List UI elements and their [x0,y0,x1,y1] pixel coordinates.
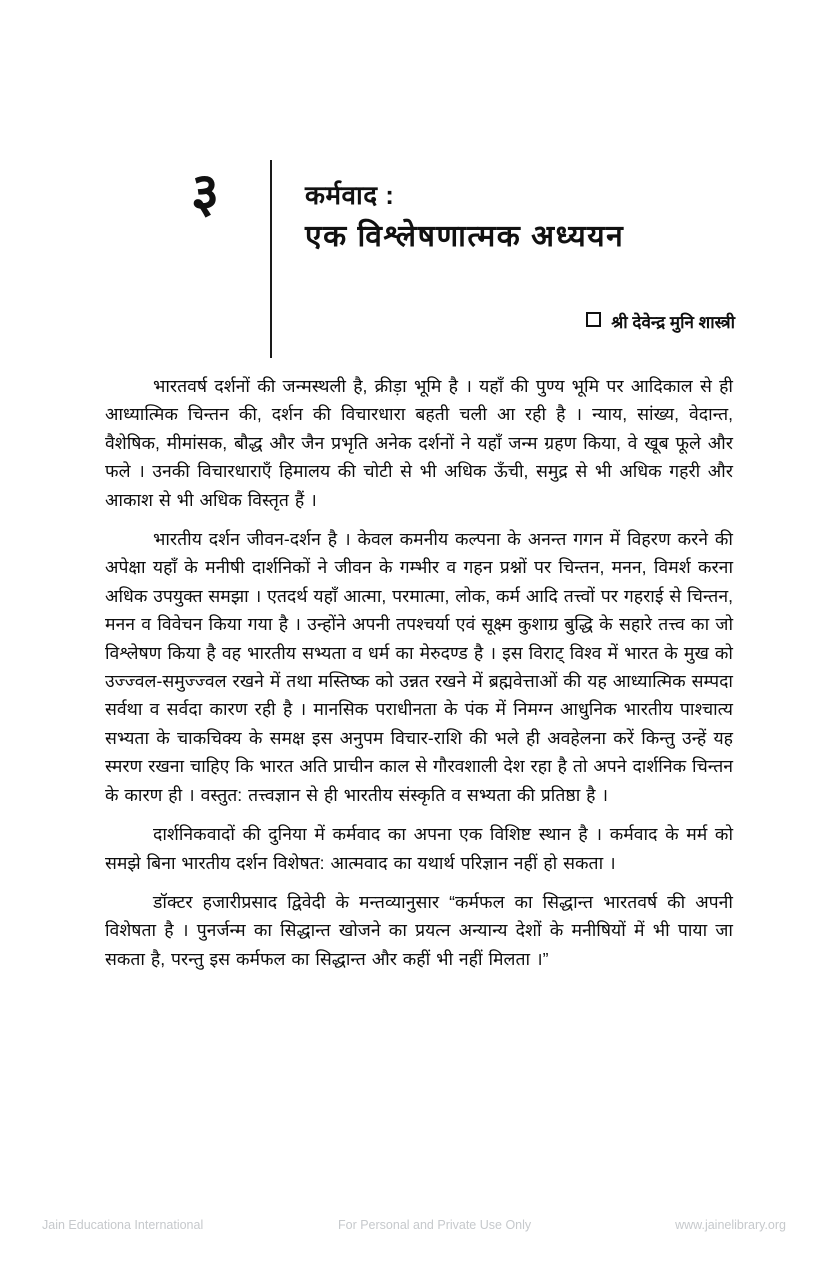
footer-website-url: www.jainelibrary.org [675,1218,786,1232]
footer-usage-notice: For Personal and Private Use Only [338,1218,532,1232]
paragraph: डॉक्टर हजारीप्रसाद द्विवेदी के मन्तव्यानुसार “कर्मफल का सिद्धान्त भारतवर्ष की अपनी विशेषता है । पुनर्जन्म का सिद्धान्त खोजने का प्रयत्न अन्यान्य देशों के मनीषियों में भी पाया जा सकता है, परन्तु इस कर्मफल का सिद्धान्त और कहीं भी नहीं मिलता ।” [105,891,733,969]
body-text [105,372,733,973]
author-name: श्री देवेन्द्र मुनि शास्त्री [611,313,735,332]
heading-vertical-rule [270,160,272,358]
chapter-title [305,180,735,258]
paragraph: भारतीय दर्शन जीवन-दर्शन है । केवल कमनीय कल्पना के अनन्त गगन में विहरण करने की अपेक्षा यहाँ के मनीषी दार्शनिकों ने जीवन के गम्भीर व गहन प्रश्नों पर चिन्तन, मनन, विमर्श करना अधिक उपयुक्त समझा । एतदर्थ यहाँ आत्मा, परमात्मा, लोक, कर्म आदि तत्त्वों पर गहराई से चिन्तन, मनन व विवेचन किया गया है । उन्होंने अपनी तपश्चर्या एवं सूक्ष्म कुशाग्र बुद्धि के सहारे तत्त्व का जो विश्लेषण किया है वह भारतीय सभ्यता व धर्म का मेरुदण्ड है । इस विराट् विश्व में भारत के मुख को उज्ज्वल-समुज्ज्वल रखने में तथा मस्तिष्क को उन्नत रखने में ब्रह्मवेत्ताओं की यह आध्यात्मिक सम्पदा सर्वथा व सर्वदा कारण रही है । मानसिक पराधीनता के पंक में निमग्न आधुनिक भारतीय पाश्चात्य सभ्यता के चाकचिक्य के समक्ष इस अनुपम विचार-राशि की भले ही अवहेलना करें किन्तु उन्हें यह स्मरण रखना चाहिए कि भारत अति प्राचीन काल से गौरवशाली देश रहा है तो अपने दार्शनिक चिन्तन के कारण ही । वस्तुत: तत्त्वज्ञान से ही भारतीय संस्कृति व सभ्यता की प्रतिष्ठा है । [105,529,733,805]
paragraph: भारतवर्ष दर्शनों की जन्मस्थली है, क्रीड़ा भूमि है । यहाँ की पुण्य भूमि पर आदिकाल से ही आध्यात्मिक चिन्तन की, दर्शन की विचारधारा बहती चली आ रही है । न्याय, सांख्य, वेदान्त, वैशेषिक, मीमांसक, बौद्ध और जैन प्रभृति अनेक दर्शनों ने यहाँ जन्म ग्रहण किया, वे खूब फूले और फले । उनकी विचारधाराएँ हिमालय की चोटी से भी अधिक ऊँची, समुद्र से भी अधिक गहरी और आकाश से भी अधिक विस्तृत हैं । [105,376,733,510]
footer-organization: Jain Educationa International [42,1218,204,1232]
square-bullet-icon [586,312,601,327]
page-footer [0,1218,828,1244]
paragraph: दार्शनिकवादों की दुनिया में कर्मवाद का अपना एक विशिष्ट स्थान है । कर्मवाद के मर्म को समझे बिना भारतीय दर्शन विशेषत: आत्मवाद का यथार्थ परिज्ञान नहीं हो सकता । [105,824,733,873]
chapter-heading-block [0,158,828,363]
chapter-title-line-1: कर्मवाद : [305,180,395,210]
author-byline [305,310,735,333]
chapter-number: ३ [190,163,220,223]
chapter-title-line-2: एक विश्लेषणात्मक अध्ययन [305,220,625,254]
